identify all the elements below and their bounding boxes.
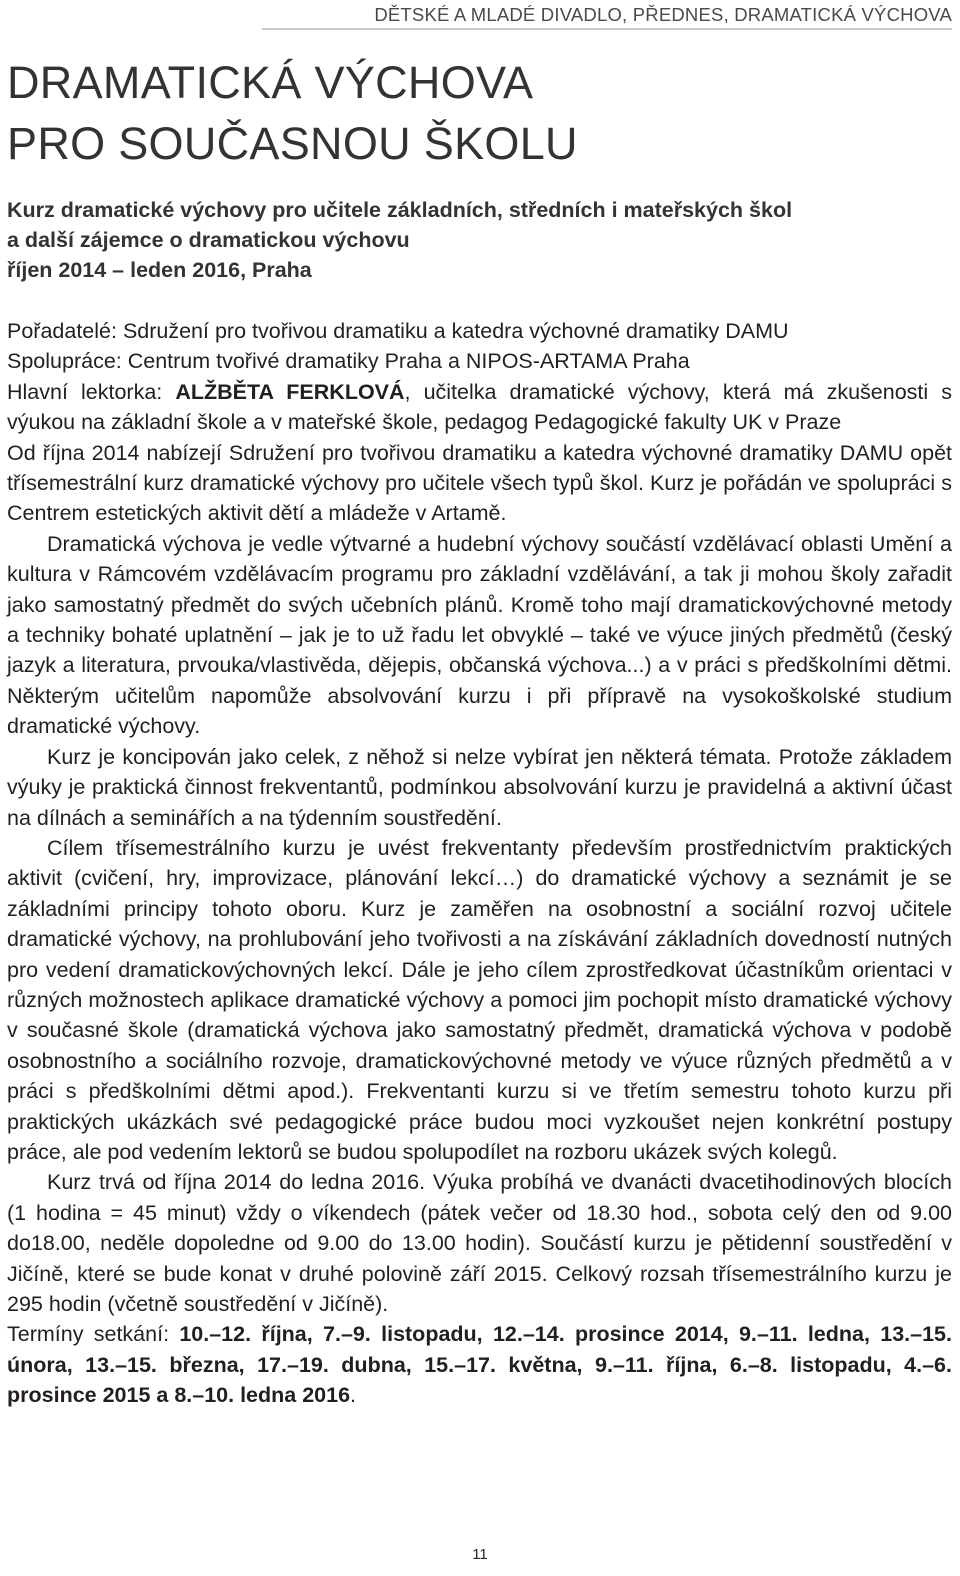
paragraph-2: Dramatická výchova je vedle výtvarné a hudební výchovy součástí vzdělávací oblasti Umění a kultura v Rámcovém vzdělávacím programu pro základní vzdělávání, a tak ji mohou školy zařadit jako samostatný předmět do svých učebních plánů. Kromě toho mají dramatickovýchovné metody a techniky bohaté uplatnění – jak je to už řadu let obvyklé – také ve výuce jiných předmětů (český jazyk a literatura, prvouka/vlastivěda, dějepis, občanská výchova...) a v práci s předškolními dětmi. Některým učitelům napomůže absolvování kurzu i při přípravě na vysokoškolské studium dramatické výchovy.: [7, 531, 952, 739]
subtitle-line-2: a další zájemce o dramatickou výchovu: [7, 228, 410, 252]
paragraph-5: Kurz trvá od října 2014 do ledna 2016. Výuka probíhá ve dvanácti dvacetihodinových blocích (1 hodina = 45 minut) vždy o víkendech (pátek večer od 18.30 hod., sobota celý den od 9.00 do18.00, neděle dopoledne od 9.00 do 13.00 hodin). Součástí kurzu je pětidenní soustředění v Jičíně, které se bude konat v druhé polovině září 2015. Celkový rozsah třísemestrálního kurzu je 295 hodin (včetně soustředění v Jičíně).: [7, 1170, 952, 1316]
lecturer-description: , učitelka dramatické výchovy, která má zkušenosti s výukou na základní škole a v mateřské škole, pedagog Pedagogické fakulty UK v Praze: [7, 379, 952, 435]
lecturer: [7, 377, 952, 438]
page-number: 11: [472, 1546, 488, 1563]
organizers: Pořadatelé: Sdružení pro tvořivou dramatiku a katedra výchovné dramatiky DAMU: [7, 319, 789, 343]
subtitle: [7, 195, 792, 285]
meeting-dates: [7, 1319, 952, 1410]
lecturer-label: Hlavní lektorka:: [7, 379, 176, 404]
course-info: [7, 316, 952, 438]
article-body: [7, 316, 952, 1411]
page-title: [7, 52, 578, 174]
dates-label: Termíny setkání:: [7, 1322, 180, 1347]
cooperation: Spolupráce: Centrum tvořivé dramatiky Praha a NIPOS-ARTAMA Praha: [7, 349, 690, 374]
dates-value: 10.–12. října, 7.–9. listopadu, 12.–14. prosince 2014, 9.–11. ledna, 13.–15. února, 13.–15. března, 17.–19. dubna, 15.–17. května, 9.–11. října, 6.–8. listopadu, 4.–6. prosince 2015 a 8.–10. ledna 2016: [7, 1322, 952, 1408]
subtitle-line-3: říjen 2014 – leden 2016, Praha: [7, 258, 312, 282]
title-line-1: DRAMATICKÁ VÝCHOVA: [7, 57, 534, 108]
paragraph-1: Od října 2014 nabízejí Sdružení pro tvořivou dramatiku a katedra výchovné dramatiky DAMU opět třísemestrální kurz dramatické výchovy pro učitele všech typů škol. Kurz je pořádán ve spolupráci s Centrem estetických aktivit dětí a mládeže v Artamě.: [7, 440, 952, 526]
paragraph-3: Kurz je koncipován jako celek, z něhož si nelze vybírat jen některá témata. Protože základem výuky je praktická činnost frekventantů, podmínkou absolvování kurzu je pravidelná a aktivní účast na dílnách a seminářích a na týdenním soustředění.: [7, 744, 952, 830]
running-header: DĚTSKÉ A MLADÉ DIVADLO, PŘEDNES, DRAMATICKÁ VÝCHOVA: [374, 4, 952, 25]
title-line-2: PRO SOUČASNOU ŠKOLU: [7, 118, 578, 169]
dates-end: .: [350, 1383, 357, 1408]
paragraph-4: Cílem třísemestrálního kurzu je uvést frekventanty především prostřednictvím praktických aktivit (cvičení, hry, improvizace, plánování lekcí…) do dramatické výchovy a seznámit je se základními principy tohoto oboru. Kurz je zaměřen na osobnostní a sociální rozvoj učitele dramatické výchovy, na prohlubování jeho tvořivosti a na získávání základních dovedností nutných pro vedení dramatickovýchovných lekcí. Dále je jeho cílem zprostředkovat účastníkům orientaci v různých možnostech aplikace dramatické výchovy a pomoci jim pochopit místo dramatické výchovy v současné škole (dramatická výchova jako samostatný předmět, dramatická výchova v podobě osobnostního a sociálního rozvoje, dramatickovýchovné metody ve výuce různých předmětů a v práci s předškolními dětmi apod.). Frekventanti kurzu si ve třetím semestru tohoto kurzu při praktických ukázkách své pedagogické práce budou moci vyzkoušet nejen konkrétní postupy práce, ale pod vedením lektorů se budou spolupodílet na rozboru ukázek svých kolegů.: [7, 835, 952, 1164]
lecturer-name: ALŽBĚTA FERKLOVÁ: [175, 379, 405, 404]
subtitle-line-1: Kurz dramatické výchovy pro učitele základních, středních i mateřských škol: [7, 198, 793, 222]
